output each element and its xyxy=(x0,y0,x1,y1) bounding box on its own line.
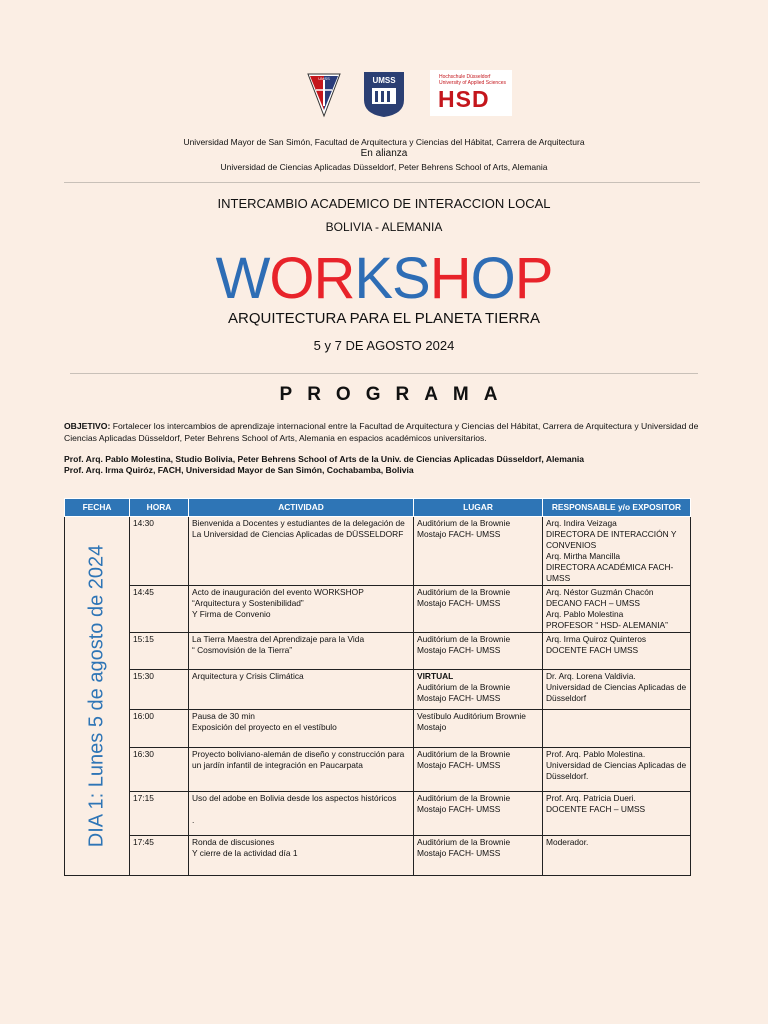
workshop-subtitle: ARQUITECTURA PARA EL PLANETA TIERRA xyxy=(227,310,541,327)
time-cell: 15:30 xyxy=(130,670,189,710)
header-lugar: LUGAR xyxy=(414,499,543,517)
place-cell xyxy=(414,792,543,836)
day-label xyxy=(85,544,108,848)
responsible-cell xyxy=(543,710,691,748)
time-cell: 17:15 xyxy=(130,792,189,836)
time-cell: 16:30 xyxy=(130,748,189,792)
schedule-table xyxy=(64,498,691,876)
workshop-title xyxy=(0,246,768,312)
responsible-cell: Arq. Néstor Guzmán Chacón DECANO FACH – UMSS Arq. Pablo Molestina PROFESOR “ HSD- ALEMANIA” xyxy=(543,586,691,633)
responsible-cell: Dr. Arq. Lorena Valdivia. Universidad de Ciencias Aplicadas de Düsseldorf xyxy=(543,670,691,710)
responsible-cell: Prof. Arq. Patricia Dueri. DOCENTE FACH – UMSS xyxy=(543,792,691,836)
responsible-cell: Arq. Indira Veizaga DIRECTORA DE INTERACCIÓN Y CONVENIOS Arq. Mirtha Mancilla DIRECTORA ACADÉMICA FACH- UMSS xyxy=(543,517,691,586)
hsd-logo-text: HSD xyxy=(438,86,490,112)
activity-cell: Pausa de 30 min Exposición del proyecto en el vestíbulo xyxy=(189,710,414,748)
logo-bar xyxy=(0,70,768,118)
activity-cell: Acto de inauguración del evento WORKSHOP “Arquitectura y Sostenibilidad” Y Firma de Convenio xyxy=(189,586,414,633)
table-row xyxy=(65,670,691,710)
workshop-dates: 5 y 7 DE AGOSTO 2024 xyxy=(313,338,455,353)
professor-line-2: Prof. Arq. Irma Quiróz, FACH, Universidad Mayor de San Simón, Cochabamba, Bolivia xyxy=(64,465,414,475)
place-cell xyxy=(414,633,543,670)
table-row xyxy=(65,517,691,586)
activity-cell: La Tierra Maestra del Aprendizaje para la Vida “ Cosmovisión de la Tierra” xyxy=(189,633,414,670)
table-header-row xyxy=(65,499,691,517)
umss-logo xyxy=(362,70,406,118)
time-cell: 14:45 xyxy=(130,586,189,633)
place-text: Vestíbulo Auditórium Brownie Mostajo xyxy=(417,711,526,732)
place-text: Auditórium de la Brownie Mostajo FACH- UMSS xyxy=(417,587,511,608)
place-text: Auditórium de la Brownie Mostajo FACH- UMSS xyxy=(417,749,511,770)
responsible-cell: Arq. Irma Quiroz Quinteros DOCENTE FACH UMSS xyxy=(543,633,691,670)
activity-cell: Bienvenida a Docentes y estudiantes de la delegación de La Universidad de Ciencias Aplicadas de DÜSSELDORF xyxy=(189,517,414,586)
time-cell: 16:00 xyxy=(130,710,189,748)
responsible-cell: Prof. Arq. Pablo Molestina. Universidad de Ciencias Aplicadas de Düsseldorf. xyxy=(543,748,691,792)
place-cell xyxy=(414,517,543,586)
umss-logo-text: UMSS xyxy=(372,76,396,85)
objective-text: Fortalecer los intercambios de aprendizaje internacional entre la Facultad de Arquitectura y Ciencias del Hábitat, Carrera de Arquitectura y Universidad de Ciencias Aplicadas Düsseldorf, Peter Behrens School of Arts, Alemania en espacios académicos universitarios. xyxy=(64,421,699,443)
table-row xyxy=(65,748,691,792)
header-actividad: ACTIVIDAD xyxy=(189,499,414,517)
alliance-label: En alianza xyxy=(360,148,408,159)
day-cell xyxy=(65,517,130,876)
place-cell xyxy=(414,710,543,748)
activity-cell: Uso del adobe en Bolivia desde los aspectos históricos . xyxy=(189,792,414,836)
place-text: Auditórium de la Brownie Mostajo FACH- UMSS xyxy=(417,682,511,703)
place-cell xyxy=(414,670,543,710)
responsible-cell: Moderador. xyxy=(543,836,691,876)
time-cell: 15:15 xyxy=(130,633,189,670)
table-row xyxy=(65,710,691,748)
time-cell: 14:30 xyxy=(130,517,189,586)
programa-heading: PROGRAMA xyxy=(279,384,513,405)
activity-cell: Arquitectura y Crisis Climática xyxy=(189,670,414,710)
place-text: Auditórium de la Brownie Mostajo FACH- UMSS xyxy=(417,518,511,539)
objective-label: OBJETIVO: xyxy=(64,421,111,431)
table-row xyxy=(65,586,691,633)
header-hora: HORA xyxy=(130,499,189,517)
umss-shield-logo xyxy=(306,70,342,118)
workshop-letter-group: P xyxy=(514,246,553,311)
place-text: Auditórium de la Brownie Mostajo FACH- UMSS xyxy=(417,837,511,858)
workshop-letter-group: KS xyxy=(354,246,430,311)
objective-paragraph xyxy=(64,420,706,444)
hsd-logo xyxy=(430,70,512,116)
place-cell xyxy=(414,586,543,633)
divider-top xyxy=(64,182,700,183)
place-highlight: VIRTUAL xyxy=(417,671,454,681)
umss-shield-text: UMSS xyxy=(318,76,330,81)
place-text: Auditórium de la Brownie Mostajo FACH- UMSS xyxy=(417,634,511,655)
day-prefix: DIA 1: xyxy=(85,792,108,848)
workshop-letter-group: OR xyxy=(269,246,355,311)
place-text: Auditórium de la Brownie Mostajo FACH- UMSS xyxy=(417,793,511,814)
header-responsable: RESPONSABLE y/o EXPOSITOR xyxy=(543,499,691,517)
place-cell xyxy=(414,748,543,792)
activity-cell: Proyecto boliviano-alemán de diseño y construcción para un jardín infantil de integración en Paucarpata xyxy=(189,748,414,792)
hsd-logo-caption: Hochschule Düsseldorf University of Applied Sciences xyxy=(439,74,506,86)
table-row xyxy=(65,792,691,836)
day-date: Lunes 5 de agosto de 2024 xyxy=(85,544,108,788)
countries-title: BOLIVIA - ALEMANIA xyxy=(325,220,443,234)
header-fecha: FECHA xyxy=(65,499,130,517)
activity-cell: Ronda de discusiones Y cierre de la actividad día 1 xyxy=(189,836,414,876)
place-cell xyxy=(414,836,543,876)
professor-line-1: Prof. Arq. Pablo Molestina, Studio Bolivia, Peter Behrens School of Arts de la Univ. de Ciencias Aplicadas Düsseldorf, Alemania xyxy=(64,454,585,464)
workshop-letter-group: O xyxy=(470,246,515,311)
divider-middle xyxy=(70,373,698,374)
time-cell: 17:45 xyxy=(130,836,189,876)
workshop-letter-group: W xyxy=(215,246,270,311)
table-row xyxy=(65,836,691,876)
table-row xyxy=(65,633,691,670)
partner-university: Universidad de Ciencias Aplicadas Düsseldorf, Peter Behrens School of Arts, Alemania xyxy=(220,162,548,172)
exchange-title: INTERCAMBIO ACADEMICO DE INTERACCION LOCAL xyxy=(217,196,551,211)
host-university: Universidad Mayor de San Simón, Facultad de Arquitectura y Ciencias del Hábitat, Carrera de Arquitectura xyxy=(183,137,585,147)
workshop-letter-group: H xyxy=(429,246,471,311)
